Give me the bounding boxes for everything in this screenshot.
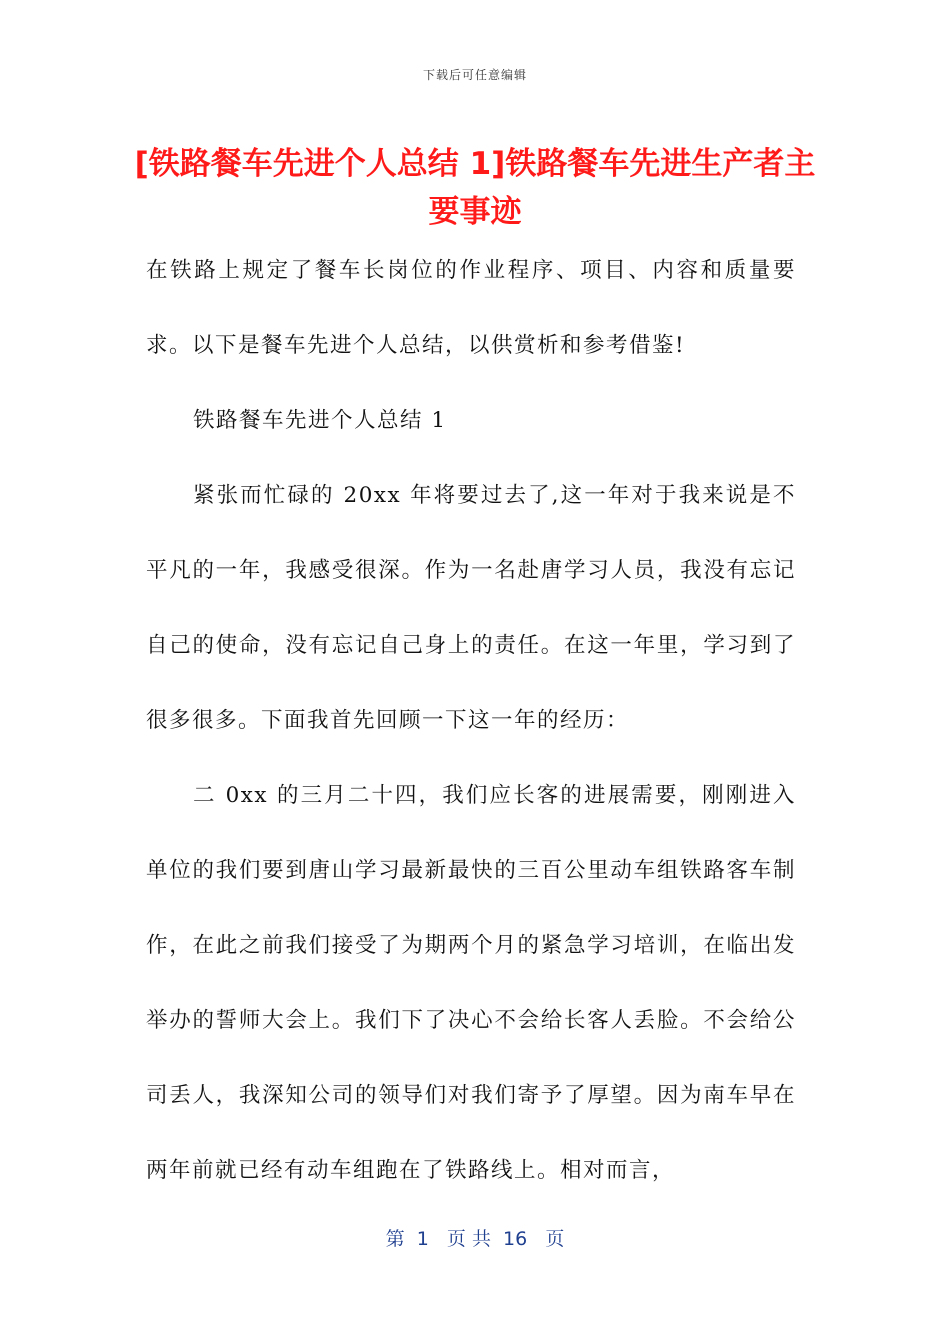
document-title: [铁路餐车先进个人总结 1]铁路餐车先进生产者主要事迹 [134,146,816,230]
header-note: 下载后可任意编辑 [422,68,527,82]
body-paragraph: 紧张而忙碌的 20xx 年将要过去了,这一年对于我来说是不平凡的一年，我感受很深。作为一名赴唐学习人员，我没有忘记自己的使命，没有忘记自己身上的责任。在这一年里，学习到了很多很多。下面我首先回顾一下这一年的经历： [146,483,796,733]
page-number-footer: 第 1 页 共 16 页 [385,1228,565,1250]
intro-paragraph: 在铁路上规定了餐车长岗位的作业程序、项目、内容和质量要求。以下是餐车先进个人总结，以供赏析和参考借鉴! [146,258,796,358]
body-paragraph: 二 0xx 的三月二十四，我们应长客的进展需要，刚刚进入单位的我们要到唐山学习最新最快的三百公里动车组铁路客车制作，在此之前我们接受了为期两个月的紧急学习培训，在临出发举办的誓师大会上。我们下了决心不会给长客人丢脸。不会给公司丢人，我深知公司的领导们对我们寄予了厚望。因为南车早在两年前就已经有动车组跑在了铁路线上。相对而言， [146,783,796,1183]
section-heading: 铁路餐车先进个人总结 1 [193,408,447,433]
document-body [146,233,796,1208]
